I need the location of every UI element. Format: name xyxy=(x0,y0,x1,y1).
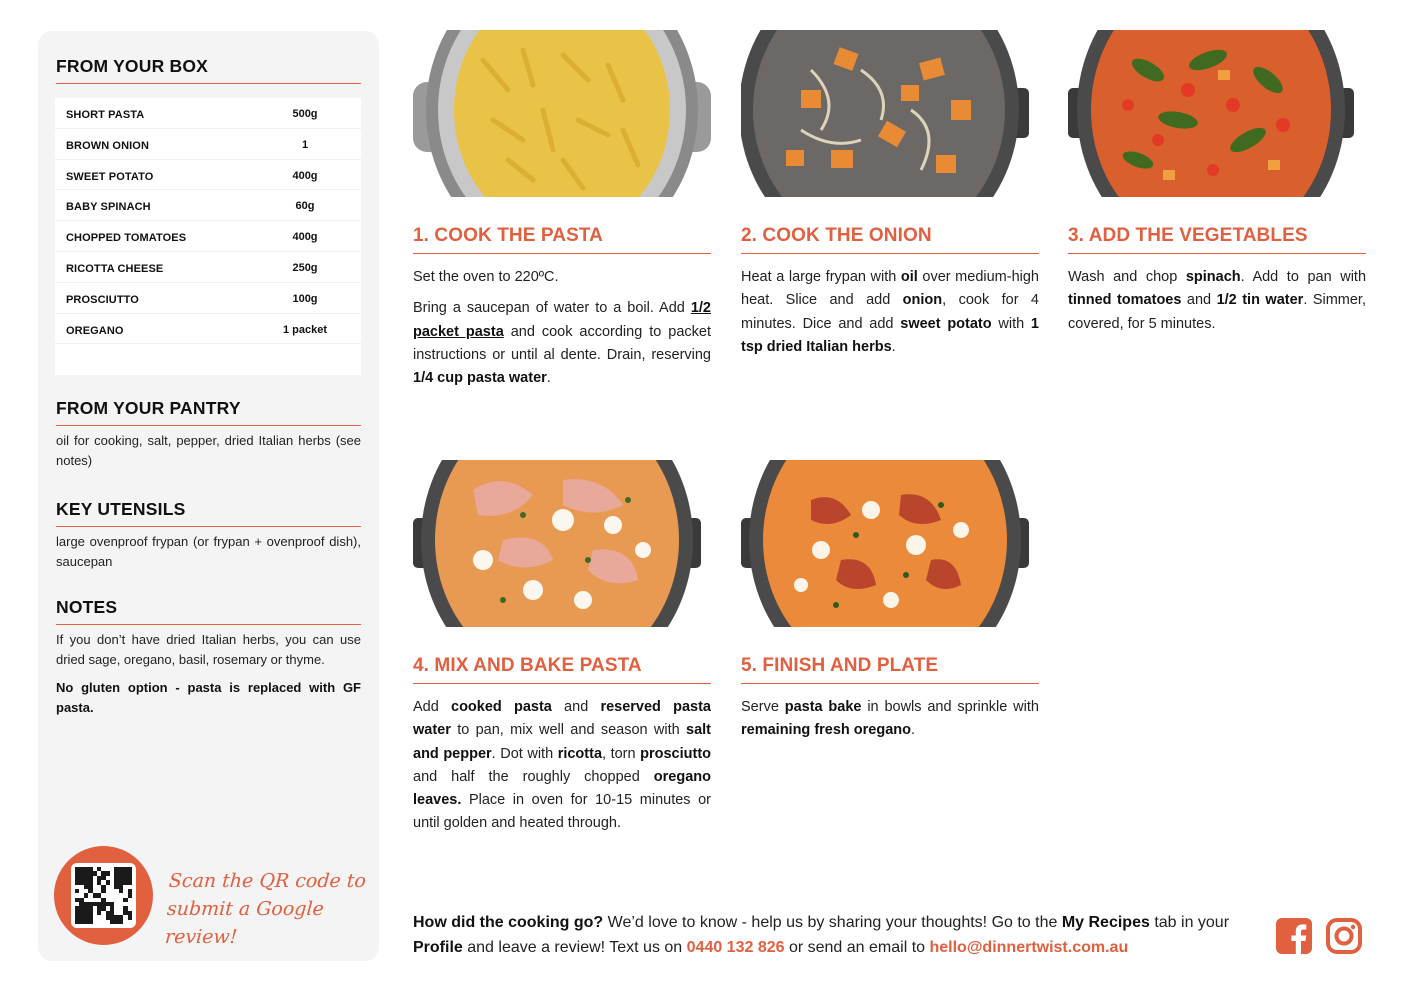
instagram-icon[interactable] xyxy=(1325,917,1363,955)
notes-text: If you don’t have dried Italian herbs, you can use dried sage, oregano, basil, rosemary or thyme. xyxy=(56,632,361,667)
ingredient-row xyxy=(55,221,361,252)
ingredient-row xyxy=(55,98,361,129)
ingredients-sidebar xyxy=(38,31,379,961)
ingredient-qty: 100g xyxy=(292,292,318,305)
step-1-body xyxy=(413,266,711,398)
ingredient-qty: 400g xyxy=(292,231,318,244)
ingredient-qty: 400g xyxy=(292,169,318,182)
feedback-footer: How did the cooking go? We’d love to know - help us by sharing your thoughts! Go to the My Recipes tab in your Profile and leave a review! Text us on 0440 132 826 or send an email to hello@dinnertwist.com.au xyxy=(413,914,1230,956)
step-5-photo xyxy=(741,460,1039,627)
ingredient-row xyxy=(55,283,361,314)
ingredient-row xyxy=(55,252,361,283)
ingredient-name: CHOPPED TOMATOES xyxy=(66,232,187,245)
gluten-note: No gluten option - pasta is replaced with GF pasta. xyxy=(56,680,361,715)
step-3-title: 3. ADD THE VEGETABLES xyxy=(1068,225,1366,254)
ingredient-name: PROSCIUTTO xyxy=(66,293,139,306)
ingredient-qty: 1 packet xyxy=(282,323,328,336)
step-1-para-2: Bring a saucepan of water to a boil. Add 1/2 packet pasta and cook according to packet instructions or until al dente. Drain, reserving 1/4 cup pasta water. xyxy=(413,300,711,387)
ingredient-name: BROWN ONION xyxy=(66,139,149,152)
ingredient-name: RICOTTA CHEESE xyxy=(66,262,164,275)
ingredient-row xyxy=(55,190,361,221)
step-1-para-1: Set the oven to 220ºC. xyxy=(413,269,559,285)
from-your-pantry-heading: FROM YOUR PANTRY xyxy=(56,398,361,426)
step-4-title: 4. MIX AND BAKE PASTA xyxy=(413,655,711,684)
ingredient-table xyxy=(55,98,361,375)
from-your-box-heading: FROM YOUR BOX xyxy=(56,56,361,84)
step-2-photo xyxy=(741,30,1039,197)
step-4-photo xyxy=(413,460,711,627)
ingredient-name: SWEET POTATO xyxy=(66,170,154,183)
qr-caption-line1: Scan the QR code to xyxy=(168,870,367,892)
step-3-photo xyxy=(1068,30,1366,197)
phone-link[interactable]: 0440 132 826 xyxy=(686,939,785,956)
step-2-title: 2. COOK THE ONION xyxy=(741,225,1039,254)
ingredient-qty: 250g xyxy=(292,261,318,274)
email-link[interactable]: hello@dinnertwist.com.au xyxy=(929,939,1129,956)
step-3-body: Wash and chop spinach. Add to pan with tinned tomatoes and 1/2 tin water. Simmer, covered, for 5 minutes. xyxy=(1068,269,1367,332)
ingredient-qty: 500g xyxy=(292,108,318,120)
ingredient-name: SHORT PASTA xyxy=(66,109,145,121)
qr-code-icon[interactable] xyxy=(71,863,136,928)
ingredient-name: OREGANO xyxy=(66,324,124,337)
ingredient-row xyxy=(55,314,361,345)
step-1-photo xyxy=(413,30,711,197)
step-2-body: Heat a large frypan with oil over medium-high heat. Slice and add onion, cook for 4 minutes. Dice and add sweet potato with 1 tsp dried Italian herbs. xyxy=(741,269,1039,355)
step-4-body: Add cooked pasta and reserved pasta water to pan, mix well and season with salt and pepper. Dot with ricotta, torn prosciutto and half the roughly chopped oregano leaves. Place in oven for 10-15 minutes or until golden and heated through. xyxy=(413,699,712,832)
step-5-body: Serve pasta bake in bowls and sprinkle with remaining fresh oregano. xyxy=(741,699,1039,739)
qr-caption xyxy=(164,867,370,951)
facebook-icon[interactable] xyxy=(1275,917,1313,955)
step-1-title: 1. COOK THE PASTA xyxy=(413,225,711,254)
ingredient-row xyxy=(55,129,361,160)
notes-heading: NOTES xyxy=(56,597,361,625)
ingredient-name: BABY SPINACH xyxy=(66,201,151,214)
key-utensils-heading: KEY UTENSILS xyxy=(56,499,361,527)
qr-badge[interactable] xyxy=(54,846,153,945)
utensils-text: large ovenproof frypan (or frypan + ovenproof dish), saucepan xyxy=(56,534,361,569)
pantry-text: oil for cooking, salt, pepper, dried Italian herbs (see notes) xyxy=(56,433,361,468)
ingredient-qty: 1 xyxy=(301,138,309,151)
ingredient-qty: 60g xyxy=(295,200,315,213)
step-5-title: 5. FINISH AND PLATE xyxy=(741,655,1039,684)
ingredient-row xyxy=(55,160,361,191)
qr-caption-line2: submit a Google review! xyxy=(164,898,325,948)
